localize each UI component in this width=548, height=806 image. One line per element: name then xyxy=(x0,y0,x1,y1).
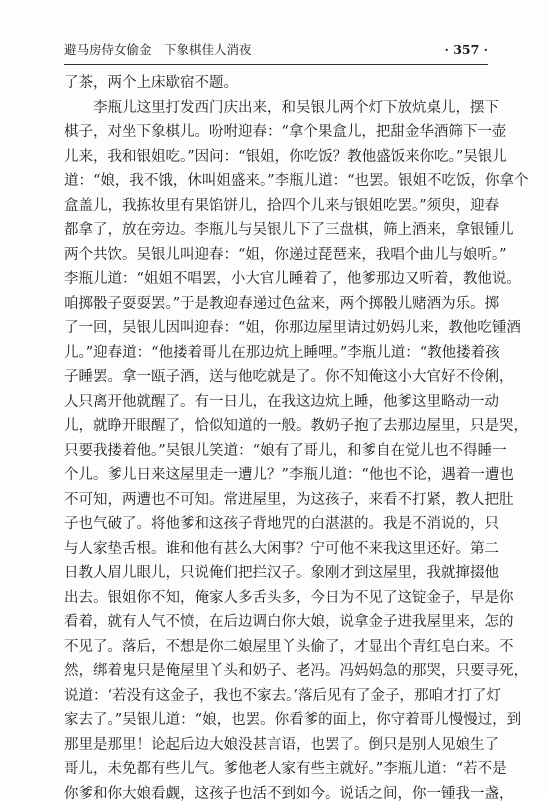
text-line: 道：“娘，我不饿，休叫姐盛来。”李瓶儿道：“也罢。银姐不吃饭，你拿个 xyxy=(64,169,488,194)
text-line: 家去了。”吴银儿道：“娘，也罢。你看爹的面上，你守着哥儿慢慢过，到 xyxy=(64,708,488,733)
text-line: 那里是那里！论起后边大娘没甚言语，也罢了。倒只是别人见娘生了 xyxy=(64,733,488,758)
text-line: 儿。”迎春道：“他搂着哥儿在那边炕上睡哩。”李瓶儿道：“教他搂着孩 xyxy=(64,341,488,366)
text-line: 然，绑着鬼只是俺屋里丫头和奶子、老冯。冯妈妈急的那哭，只要寻死， xyxy=(64,659,488,684)
text-line: 出去。银姐你不知，俺家人多舌头多，今日为不见了这锭金子，早是你 xyxy=(64,586,488,611)
text-line: 李瓶儿这里打发西门庆出来，和吴银儿两个灯下放炕桌儿，摆下 xyxy=(64,96,488,121)
running-header xyxy=(64,38,488,62)
text-line: 与人家垫舌根。谁和他有甚么大闲事？宁可他不来我这里还好。第二 xyxy=(64,537,488,562)
text-line: 儿，就睁开眼醒了，恰似知道的一般。教奶子抱了去那边屋里，只是哭， xyxy=(64,414,488,439)
text-line: 人只离开他就醒了。有一日儿，在我这边炕上睡，他爹这里略动一动 xyxy=(64,390,488,415)
text-line: 都拿了，放在旁边。李瓶儿与吴银儿下了三盘棋，筛上酒来，拿银锺儿 xyxy=(64,218,488,243)
text-line: 日教人眉儿眼儿，只说俺们把拦汉子。象刚才到这屋里，我就撺掇他 xyxy=(64,561,488,586)
text-line: 盒盖儿，我拣妆里有果馅饼儿，拾四个儿来与银姐吃罢。”须臾，迎春 xyxy=(64,194,488,219)
text-line: 子睡罢。拿一瓯子酒，送与他吃就是了。你不知俺这小大官好不伶俐， xyxy=(64,365,488,390)
text-line: 个儿。爹儿日来这屋里走一遭儿？”李瓶儿道：“他也不论，遇着一遭也 xyxy=(64,463,488,488)
body-text xyxy=(64,71,488,806)
text-line: 看着，就有人气不愤，在后边调白你大娘，说拿金子进我屋里来，怎的 xyxy=(64,610,488,635)
text-line: 只要我搂着他。”吴银儿笑道：“娘有了哥儿，和爹自在觉儿也不得睡一 xyxy=(64,439,488,464)
text-line: 了茶，两个上床歇宿不题。 xyxy=(64,71,488,96)
text-line: 两个共饮。吴银儿叫迎春：“姐，你递过琵琶来，我唱个曲儿与娘听。” xyxy=(64,243,488,268)
text-line: 说道：‘若没有这金子，我也不家去。’落后见有了金子，那咱才打了灯 xyxy=(64,684,488,709)
text-line: 哥儿，未免都有些儿气。爹他老人家有些主就好。”李瓶儿道：“若不是 xyxy=(64,757,488,782)
text-line: 了一回，吴银儿因叫迎春：“姐，你那边屋里请过奶妈儿来，教他吃锺酒 xyxy=(64,316,488,341)
text-line: 不可知，两遭也不可知。常进屋里，为这孩子，来看不打紧，教人把肚 xyxy=(64,488,488,513)
text-line: 子也气破了。将他爹和这孩子背地咒的白湛湛的。我是不消说的，只 xyxy=(64,512,488,537)
header-rule xyxy=(64,64,488,65)
text-line: 咱掷骰子耍耍罢。”于是教迎春递过色盆来，两个掷骰儿赌酒为乐。掷 xyxy=(64,292,488,317)
text-line: 你爹和你大娘看觑，这孩子也活不到如今。说话之间，你一锺我一盏， xyxy=(64,782,488,806)
text-line: 棋子，对坐下象棋儿。吩咐迎春：“拿个果盒儿，把甜金华酒筛下一壶 xyxy=(64,120,488,145)
text-line: 李瓶儿道：“姐姐不唱罢，小大官儿睡着了，他爹那边又听着，教他说。 xyxy=(64,267,488,292)
page-number: · 357 · xyxy=(445,38,489,62)
running-title: 避马房侍女偷金 下象棋佳人消夜 xyxy=(64,38,252,62)
text-line: 儿来，我和银姐吃。”因问：“银姐，你吃饭？教他盛饭来你吃。”吴银儿 xyxy=(64,145,488,170)
text-line: 不见了。落后，不想是你二娘屋里丫头偷了，才显出个青红皂白来。不 xyxy=(64,635,488,660)
